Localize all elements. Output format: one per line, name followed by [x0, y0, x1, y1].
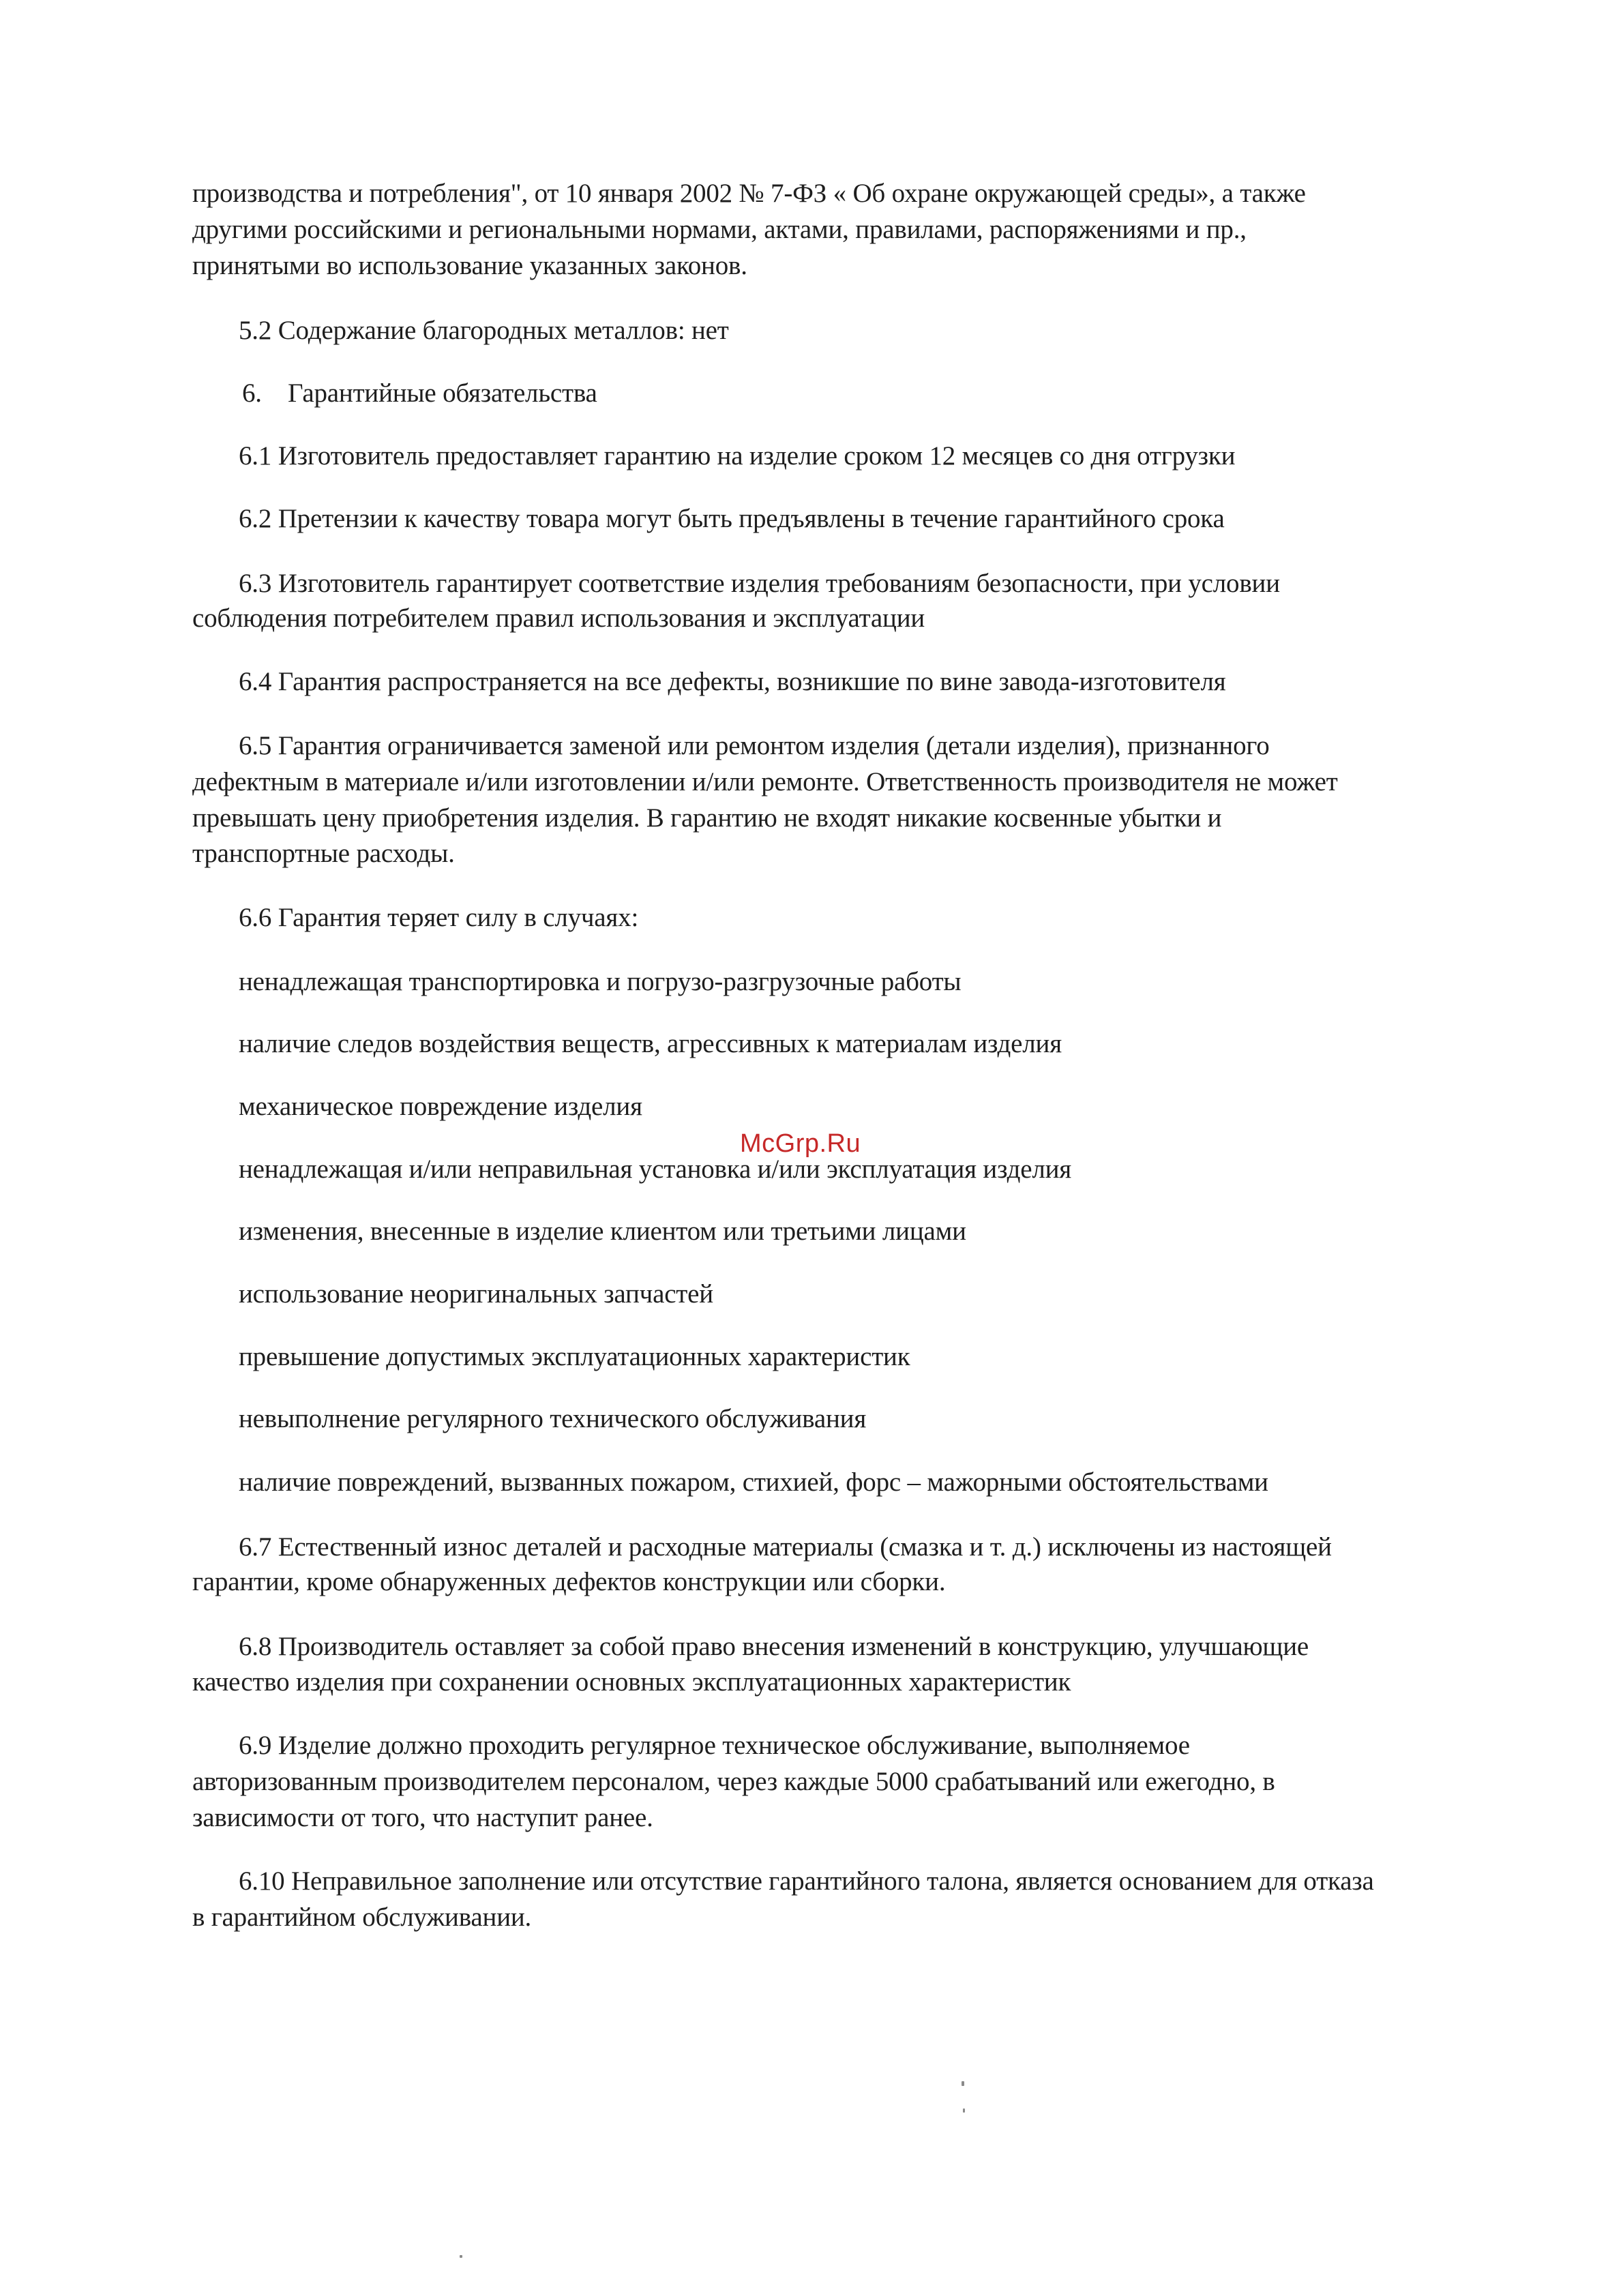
item-6-1: 6.1 Изготовитель предоставляет гарантию на изделие сроком 12 месяцев со дня отгрузки [239, 441, 1236, 471]
item-6-9-line-3: зависимости от того, что наступит ранее. [192, 1803, 653, 1832]
scan-speck [963, 2108, 965, 2113]
watermark: McGrp.Ru [740, 1129, 861, 1158]
intro-line-1: производства и потребления", от 10 января 2002 № 7-ФЗ « Об охране окружающей среды», а также [192, 179, 1306, 208]
exclusion-item: наличие следов воздействия веществ, агрессивных к материалам изделия [239, 1029, 1062, 1058]
exclusion-item: наличие повреждений, вызванных пожаром, стихией, форс – мажорными обстоятельствами [239, 1467, 1268, 1497]
item-6-10-line-2: в гарантийном обслуживании. [192, 1903, 532, 1932]
exclusion-item: механическое повреждение изделия [239, 1092, 642, 1121]
scan-speck [962, 2081, 964, 2086]
section-6-title: Гарантийные обязательства [288, 378, 597, 408]
item-6-10-line-1: 6.10 Неправильное заполнение или отсутствие гарантийного талона, является основанием для отказа [239, 1866, 1374, 1896]
exclusion-item: превышение допустимых эксплуатационных характеристик [239, 1342, 910, 1371]
exclusion-item: ненадлежащая транспортировка и погрузо-разгрузочные работы [239, 967, 962, 996]
item-6-7-line-1: 6.7 Естественный износ деталей и расходные материалы (смазка и т. д.) исключены из настоящей [239, 1532, 1332, 1562]
item-6-4: 6.4 Гарантия распространяется на все дефекты, возникшие по вине завода-изготовителя [239, 667, 1226, 696]
intro-line-2: другими российскими и региональными нормами, актами, правилами, распоряжениями и пр., [192, 215, 1247, 244]
item-6-2: 6.2 Претензии к качеству товара могут быть предъявлены в течение гарантийного срока [239, 504, 1225, 533]
item-6-6: 6.6 Гарантия теряет силу в случаях: [239, 903, 639, 932]
item-6-9-line-2: авторизованным производителем персоналом, через каждые 5000 срабатываний или ежегодно, в [192, 1767, 1275, 1796]
item-6-3-line-2: соблюдения потребителем правил использования и эксплуатации [192, 603, 925, 633]
exclusion-item: использование неоригинальных запчастей [239, 1279, 713, 1309]
item-6-5-line-3: превышать цену приобретения изделия. В гарантию не входят никакие косвенные убытки и [192, 803, 1222, 833]
item-6-8-line-2: качество изделия при сохранении основных эксплуатационных характеристик [192, 1667, 1071, 1697]
item-5-2: 5.2 Содержание благородных металлов: нет [239, 316, 729, 345]
item-6-7-line-2: гарантии, кроме обнаруженных дефектов конструкции или сборки. [192, 1567, 946, 1596]
exclusion-item: изменения, внесенные в изделие клиентом или третьими лицами [239, 1217, 966, 1246]
scan-speck [460, 2255, 462, 2258]
item-6-9-line-1: 6.9 Изделие должно проходить регулярное техническое обслуживание, выполняемое [239, 1731, 1190, 1760]
exclusion-item: невыполнение регулярного технического обслуживания [239, 1404, 867, 1433]
exclusion-item: ненадлежащая и/или неправильная установка и/или эксплуатация изделия [239, 1154, 1071, 1184]
item-6-5-line-2: дефектным в материале и/или изготовлении и/или ремонте. Ответственность производителя не может [192, 767, 1338, 796]
item-6-5-line-1: 6.5 Гарантия ограничивается заменой или ремонтом изделия (детали изделия), признанного [239, 731, 1270, 760]
intro-line-3: принятыми во использование указанных законов. [192, 251, 747, 280]
item-6-8-line-1: 6.8 Производитель оставляет за собой право внесения изменений в конструкцию, улучшающие [239, 1632, 1309, 1661]
item-6-5-line-4: транспортные расходы. [192, 839, 455, 868]
item-6-3-line-1: 6.3 Изготовитель гарантирует соответствие изделия требованиям безопасности, при условии [239, 569, 1280, 598]
section-6-number: 6. [242, 378, 262, 408]
